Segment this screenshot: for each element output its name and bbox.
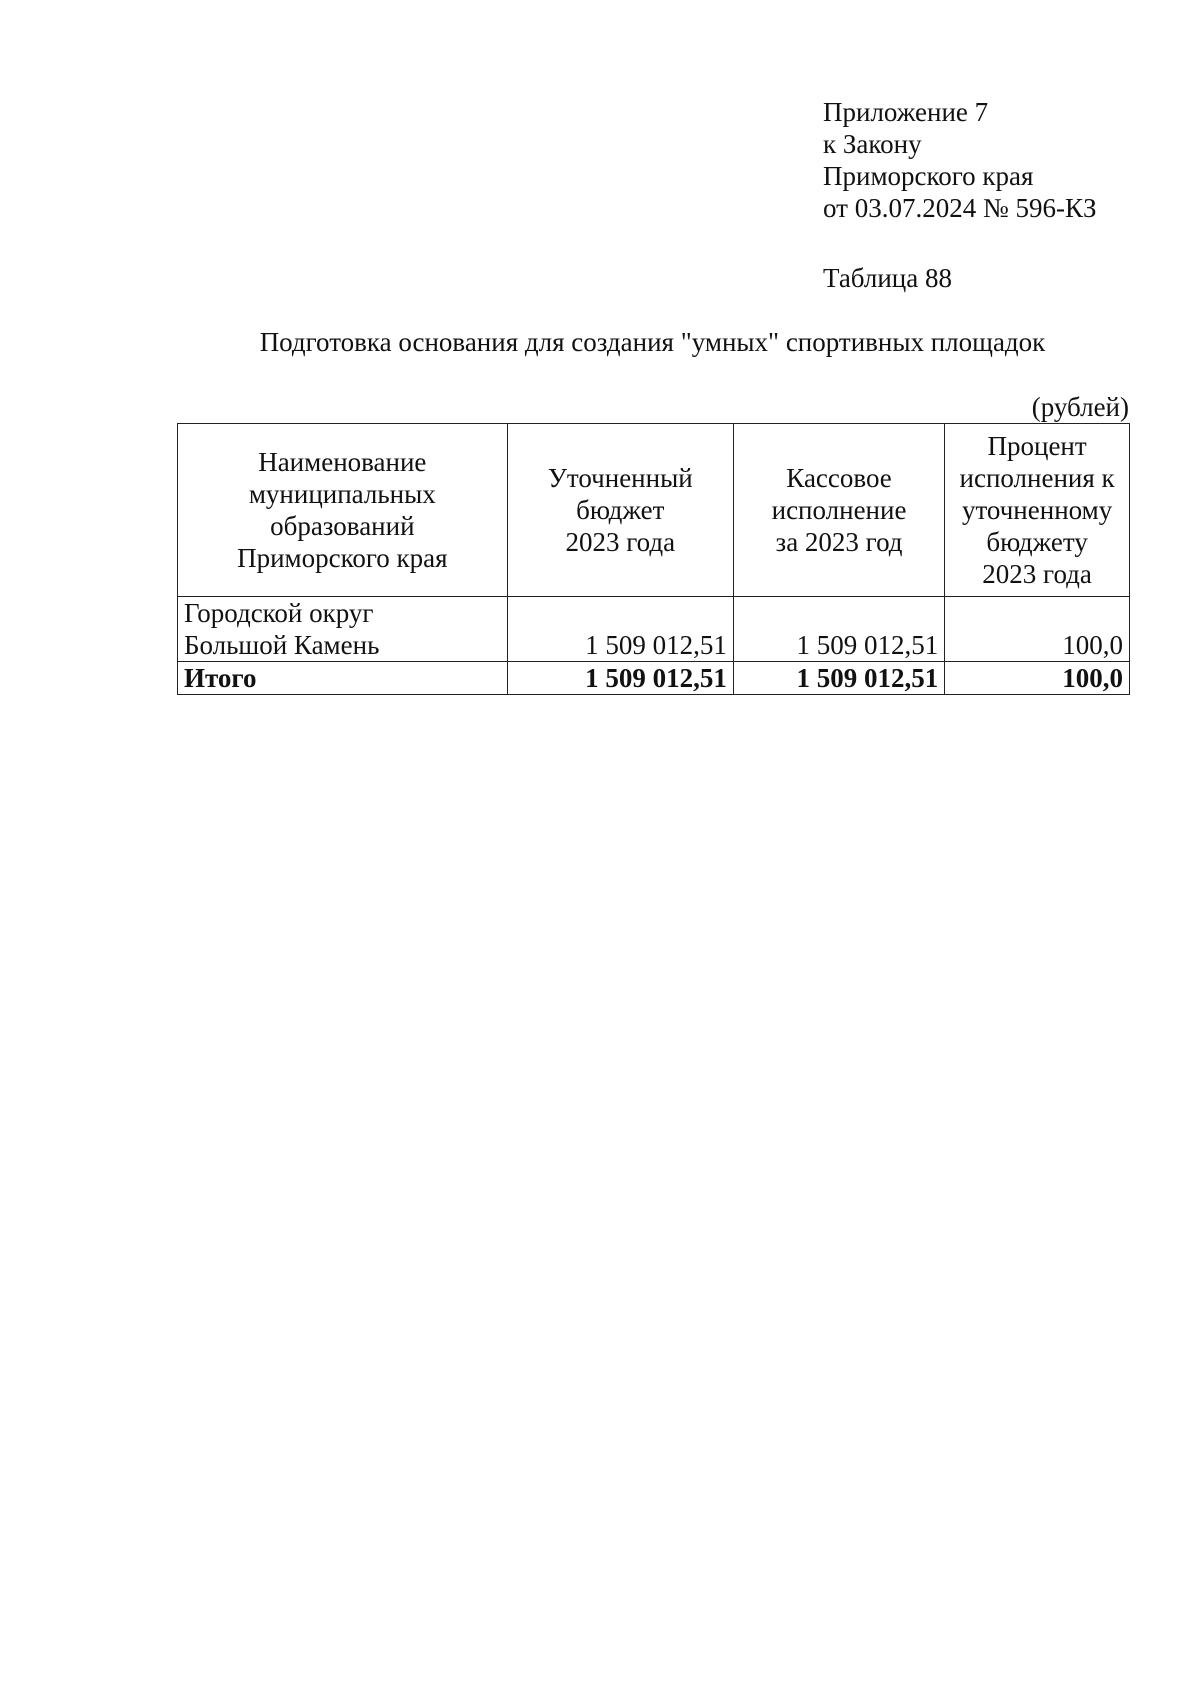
header-line: исполнения к — [959, 463, 1115, 493]
header-line: Процент — [987, 431, 1087, 461]
header-line: 2023 года — [565, 527, 676, 557]
header-line: 2023 года — [982, 559, 1092, 589]
header-line: за 2023 год — [775, 527, 903, 557]
appendix-line: к Закону — [823, 129, 922, 159]
document-title: Подготовка основания для создания "умных" спортивных площадок — [259, 327, 1046, 357]
municipality-line: Городской округ — [184, 598, 374, 628]
execution-cell: 1 509 012,51 — [733, 597, 944, 662]
header-line: бюджету — [986, 527, 1088, 557]
budget-table — [177, 423, 1130, 695]
header-execution — [733, 424, 944, 597]
header-line: исполнение — [771, 495, 907, 525]
total-percent-cell: 100,0 — [945, 662, 1130, 695]
header-line: Уточненный — [547, 463, 693, 493]
header-line: образований — [270, 511, 415, 541]
appendix-line: Приморского края — [823, 161, 1034, 191]
total-budget-cell: 1 509 012,51 — [507, 662, 733, 695]
header-line: Приморского края — [237, 543, 448, 573]
header-line: Кассовое — [786, 463, 892, 493]
header-line: уточненному — [961, 495, 1113, 525]
municipality-line: Большой Камень — [184, 630, 380, 660]
table-header-row — [178, 424, 1130, 597]
appendix-reference — [823, 96, 1096, 224]
total-execution-cell: 1 509 012,51 — [733, 662, 944, 695]
header-line: муниципальных — [248, 479, 436, 509]
percent-cell: 100,0 — [945, 597, 1130, 662]
header-line: бюджет — [576, 495, 665, 525]
appendix-line: Приложение 7 — [823, 97, 989, 127]
header-municipality — [178, 424, 508, 597]
header-line: Наименование — [258, 447, 427, 477]
municipality-cell — [178, 597, 508, 662]
total-row — [178, 662, 1130, 695]
table-row — [178, 597, 1130, 662]
total-label: Итого — [178, 662, 508, 695]
appendix-line: от 03.07.2024 № 596-КЗ — [823, 193, 1097, 223]
units-label: (рублей) — [1031, 392, 1129, 422]
header-budget — [507, 424, 733, 597]
budget-cell: 1 509 012,51 — [507, 597, 733, 662]
table-number: Таблица 88 — [823, 263, 952, 293]
header-percent — [945, 424, 1130, 597]
